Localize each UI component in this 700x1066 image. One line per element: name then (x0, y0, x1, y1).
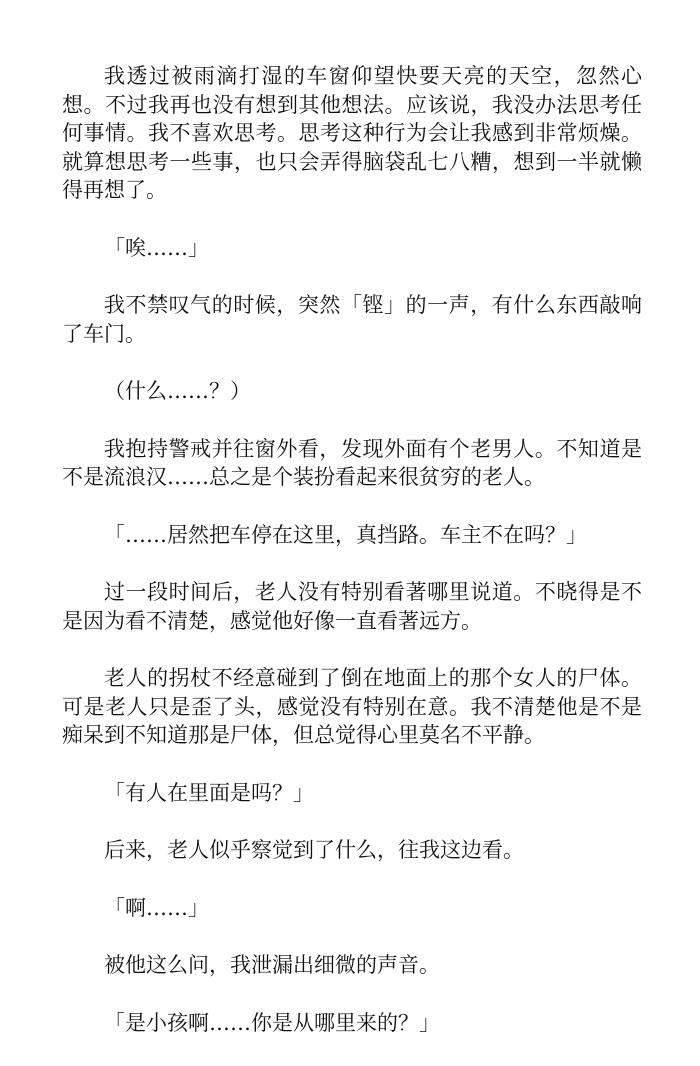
paragraph-dialogue-car-owner: 「……居然把车停在这里，真挡路。车主不在吗？」 (104, 522, 587, 547)
paragraph-dialogue-sigh: 「唉……」 (104, 235, 209, 260)
paragraph-narration-sky: 我透过被雨滴打湿的车窗仰望快要天亮的天空，忽然心想。不过我再也没有想到其他想法。应该说，我没办法思考任何事情。我不喜欢思考。思考这种行为会让我感到非常烦燥。就算想思考一些事，也只会弄得脑袋乱七八糟，想到一半就懒得再想了。 (62, 64, 642, 202)
paragraph-narration-cane: 老人的拐杖不经意碰到了倒在地面上的那个女人的尸体。可是老人只是歪了头，感觉没有特别在意。我不清楚他是不是痴呆到不知道那是尸体，但总觉得心里莫名不平静。 (62, 666, 642, 747)
paragraph-dialogue-someone-inside: 「有人在里面是吗？」 (104, 780, 314, 805)
paragraph-narration-distance: 过一段时间后，老人没有特别看著哪里说道。不晓得是不是因为看不清楚，感觉他好像一直看著远方。 (62, 580, 642, 633)
paragraph-narration-old-man: 我抱持警戒并往窗外看，发现外面有个老男人。不知道是不是流浪汉……总之是个装扮看起来很贫穷的老人。 (62, 436, 642, 489)
paragraph-narration-noticed: 后来，老人似乎察觉到了什么，往我这边看。 (104, 838, 524, 862)
paragraph-dialogue-ah: 「啊……」 (104, 895, 209, 920)
paragraph-narration-voice: 被他这么问，我泄漏出细微的声音。 (104, 953, 440, 977)
document-page (62, 62, 642, 1066)
paragraph-narration-knock: 我不禁叹气的时候，突然「铿」的一声，有什么东西敲响了车门。 (62, 293, 642, 346)
paragraph-thought-what: （什么……？） (104, 379, 251, 403)
paragraph-dialogue-child: 「是小孩啊……你是从哪里来的？」 (104, 1010, 440, 1035)
